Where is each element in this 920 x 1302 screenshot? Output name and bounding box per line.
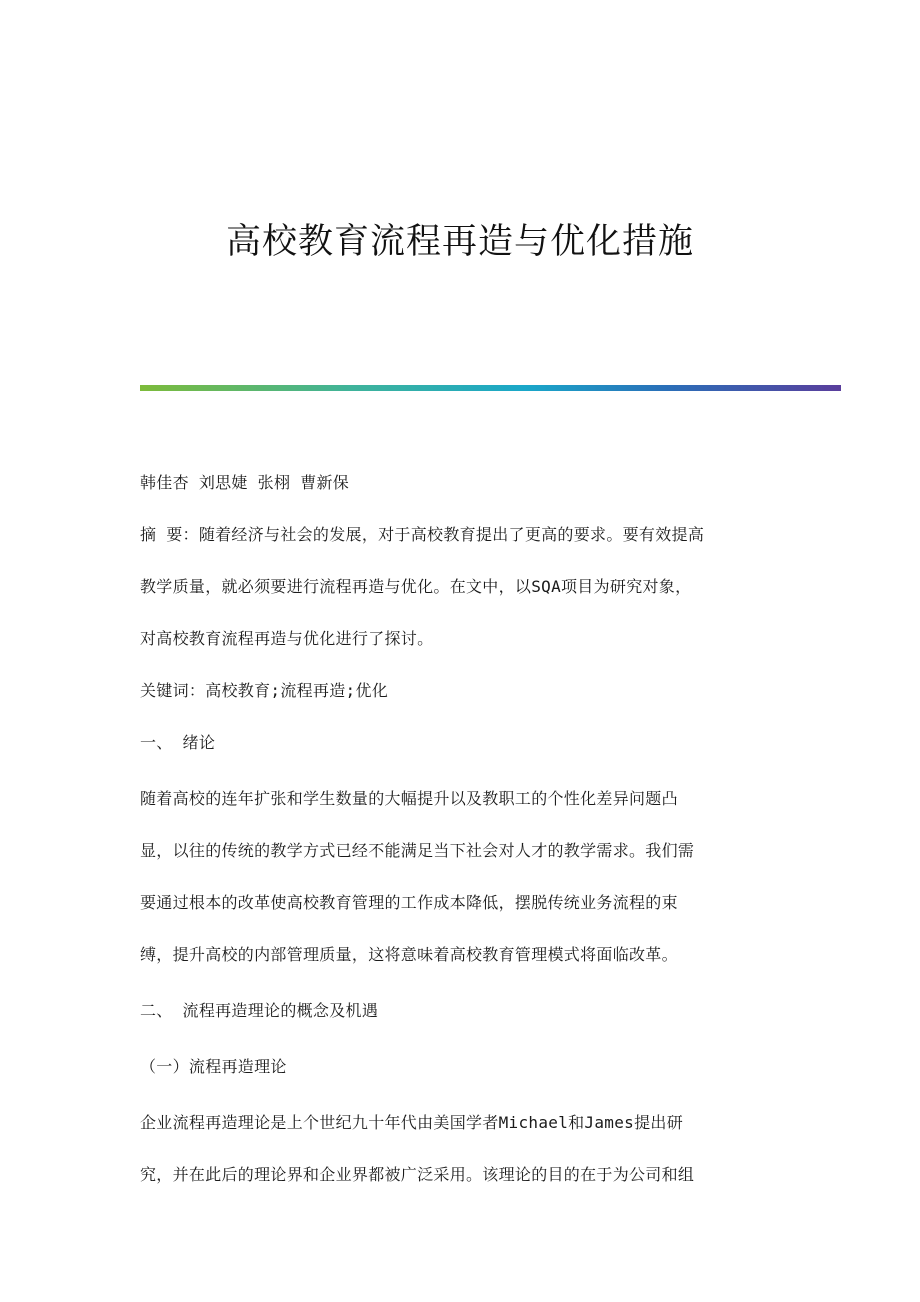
abstract-line: 教学质量，就必须要进行流程再造与优化。在文中，以SQA项目为研究对象， [140,577,692,596]
paragraph-line: 缚，提升高校的内部管理质量，这将意味着高校教育管理模式将面临改革。 [140,945,678,964]
paragraph-line: 究，并在此后的理论界和企业界都被广泛采用。该理论的目的在于为公司和组 [140,1165,695,1184]
section-heading: 二、 流程再造理论的概念及机遇 [140,1001,379,1020]
abstract-line: 对高校教育流程再造与优化进行了探讨。 [140,629,434,648]
paragraph-line: 企业流程再造理论是上个世纪九十年代由美国学者Michael和James提出研 [140,1113,683,1132]
page-title: 高校教育流程再造与优化措施 [225,222,694,262]
subsection-heading: （一）流程再造理论 [140,1057,287,1076]
keywords: 关键词：高校教育;流程再造;优化 [140,681,389,700]
authors: 韩佳杏 刘思婕 张栩 曹新保 [140,473,350,492]
section-heading: 一、 绪论 [140,733,216,752]
document-body [140,466,790,1192]
paragraph-line: 要通过根本的改革使高校教育管理的工作成本降低，摆脱传统业务流程的束 [140,893,678,912]
paragraph-line: 随着高校的连年扩张和学生数量的大幅提升以及教职工的个性化差异问题凸 [140,789,678,808]
abstract-line: 摘 要：随着经济与社会的发展，对于高校教育提出了更高的要求。要有效提高 [140,525,705,544]
paragraph-line: 显，以往的传统的教学方式已经不能满足当下社会对人才的教学需求。我们需 [140,841,695,860]
title-divider [140,385,841,391]
